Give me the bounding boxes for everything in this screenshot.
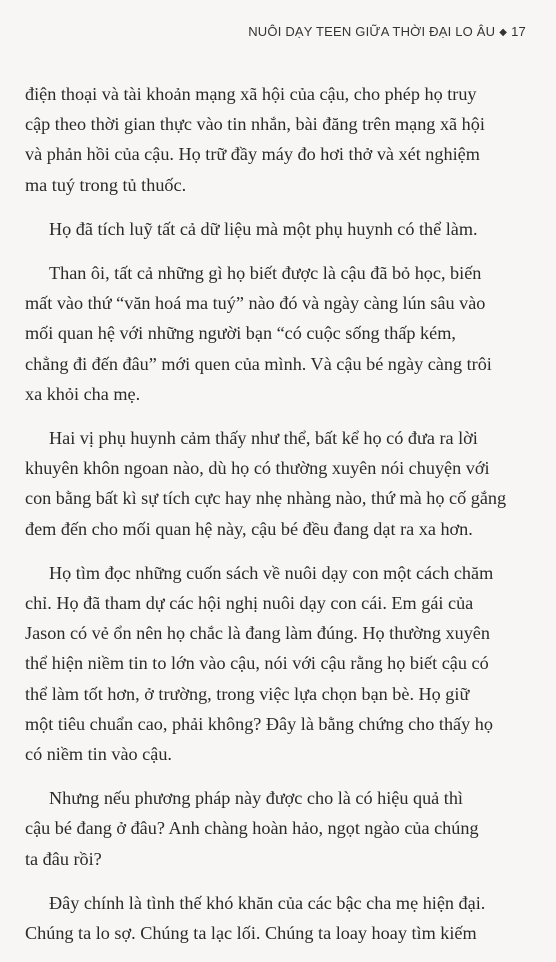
text-line: Họ đã tích luỹ tất cả dữ liệu mà một phụ huynh có thể làm. <box>49 218 478 239</box>
text-line: mối quan hệ với những người bạn “có cuộc sống thấp kém, <box>25 323 456 344</box>
text-line: Hai vị phụ huynh cảm thấy như thể, bất kể họ có đưa ra lời <box>49 428 478 449</box>
text-line: cậu bé đang ở đâu? Anh chàng hoàn hảo, ngọt ngào của chúng <box>25 818 479 839</box>
text-line: thể làm tốt hơn, ở trường, trong việc lựa chọn bạn bè. Họ giữ <box>25 683 470 704</box>
text-line: Than ôi, tất cả những gì họ biết được là cậu đã bỏ học, biến <box>49 263 482 284</box>
text-line: Đây chính là tình thế khó khăn của các bậc cha mẹ hiện đại. <box>49 892 486 913</box>
text-line: một tiêu chuẩn cao, phải không? Đây là bằng chứng cho thấy họ <box>25 713 493 734</box>
text-line: ma tuý trong tủ thuốc. <box>25 174 187 195</box>
text-line: con bằng bất kì sự tích cực hay nhẹ nhàng nào, thứ mà họ cố gắng <box>25 488 507 509</box>
paragraph <box>25 888 522 948</box>
text-line: Jason có vẻ ổn nên họ chắc là đang làm đúng. Họ thường xuyên <box>25 623 490 644</box>
running-title: NUÔI DẠY TEEN GIỮA THỜI ĐẠI LO ÂU <box>248 24 496 39</box>
text-line: và phản hồi của cậu. Họ trữ đầy máy đo hơi thở và xét nghiệm <box>25 144 480 165</box>
text-line: Họ tìm đọc những cuốn sách về nuôi dạy con một cách chăm <box>49 562 494 583</box>
text-line: chẳng đi đến đâu” mới quen của mình. Và cậu bé ngày càng trôi <box>25 353 492 374</box>
text-line: xa khỏi cha mẹ. <box>25 383 141 404</box>
paragraph <box>25 79 522 200</box>
text-line: khuyên khôn ngoan nào, dù họ có thường xuyên nói chuyện với <box>25 458 490 479</box>
text-line: mất vào thứ “văn hoá ma tuý” nào đó và ngày càng lún sâu vào <box>25 293 486 314</box>
paragraph <box>25 423 522 544</box>
paragraph <box>25 258 522 409</box>
text-line: Chúng ta lo sợ. Chúng ta lạc lối. Chúng ta loay hoay tìm kiếm <box>25 923 477 944</box>
text-line: ta đâu rồi? <box>25 848 102 869</box>
text-line: thể hiện niềm tin to lớn vào cậu, nói với cậu rằng họ biết cậu có <box>25 653 489 674</box>
page-number: 17 <box>511 24 526 39</box>
text-line: Nhưng nếu phương pháp này được cho là có hiệu quả thì <box>49 788 463 809</box>
paragraph <box>25 783 522 874</box>
running-header <box>30 24 526 39</box>
paragraph <box>25 214 522 244</box>
body-text <box>25 79 522 962</box>
text-line: chỉ. Họ đã tham dự các hội nghị nuôi dạy con cái. Em gái của <box>25 593 474 614</box>
paragraph <box>25 558 522 769</box>
text-line: đem đến cho mối quan hệ này, cậu bé đều đang dạt ra xa hơn. <box>25 518 473 539</box>
text-line: có niềm tin vào cậu. <box>25 744 172 765</box>
text-line: điện thoại và tài khoản mạng xã hội của cậu, cho phép họ truy <box>25 84 477 104</box>
diamond-bullet-icon: ◆ <box>499 27 508 38</box>
text-line: cập theo thời gian thực vào tin nhắn, bài đăng trên mạng xã hội <box>25 114 485 135</box>
